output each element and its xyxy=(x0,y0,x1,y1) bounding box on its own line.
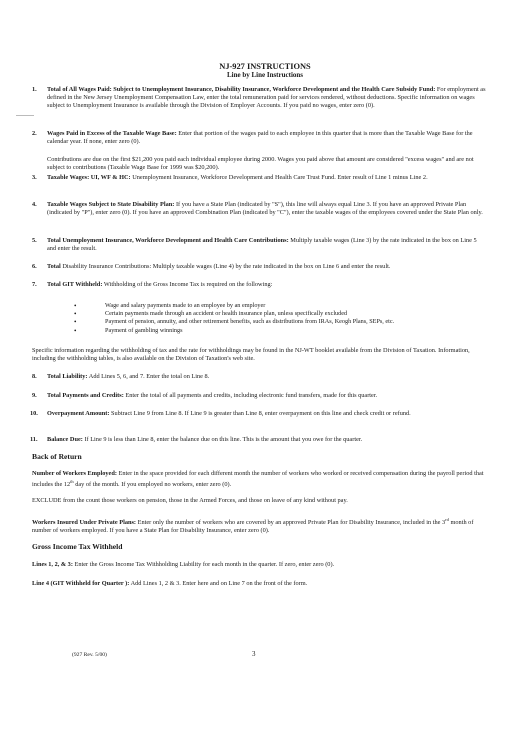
workers-employed-sup: th xyxy=(70,479,74,485)
item-1-text: For employment as defined in the New Jersey Unemployment Compensation Law, enter the total remuneration paid for services rendered, without deductions. Specific information on wages subject to Unemployment Insurance is available through the Division of Employer Accounts. If you paid no wages, enter zero (0). xyxy=(47,86,486,110)
item-5-number: 5. xyxy=(32,237,37,244)
git-bullet-list xyxy=(74,302,494,335)
item-3-number: 3. xyxy=(32,174,37,181)
bullet-item: • Certain payments made through an accident or health insurance plan, unless specifically excluded xyxy=(74,310,494,318)
private-plans-paragraph xyxy=(32,516,492,536)
item-7-text: Withholding of the Gross Income Tax is required on the following: xyxy=(103,281,273,288)
bullet-item: • Payment of pension, annuity, and other retirement benefits, such as distributions from IRAs, Keogh Plans, SEPs, etc. xyxy=(74,318,494,326)
private-plans-text-b: month of number of workers employed. If you have a State Plan for Disability Insurance, enter zero (0). xyxy=(32,519,474,535)
workers-employed-label: Number of Workers Employed: xyxy=(32,470,117,477)
item-1-number: 1. xyxy=(32,86,37,93)
item-5 xyxy=(47,237,487,253)
item-2-number: 2. xyxy=(32,130,37,137)
item-8-number: 8. xyxy=(32,373,37,380)
item-3-label: Taxable Wages: UI, WF & HC: xyxy=(47,174,131,181)
item-5-text: Multiply taxable wages (Line 3) by the rate indicated in the box on Line 5 and enter the result. xyxy=(47,237,477,253)
item-4-label: Taxable Wages Subject to State Disability Plan: xyxy=(47,201,175,208)
item-7-number: 7. xyxy=(32,281,37,288)
item-10 xyxy=(47,410,487,418)
item-3-text: Unemployment Insurance, Workforce Development and Health Care Trust Fund. Enter result of Line 1 minus Line 2. xyxy=(132,174,428,181)
item-8 xyxy=(47,373,487,381)
item-2-note: Contributions are due on the first $21,200 you paid each individual employee during 2000. Wages you paid above that amount are considered "excess wages" and are not subject to contributions (Taxable Wage Base for 1999 was $20,200). xyxy=(47,156,474,172)
scan-artifact xyxy=(16,115,34,116)
private-plans-sup: rd xyxy=(445,517,449,522)
item-2 xyxy=(47,130,487,146)
item-4-text: If you have a State Plan (indicated by "S"), this line will always equal Line 3. If you have an approved Private Plan (indicated by "P"), enter zero (0). If you have an approved Combination Plan (indicated by "C"), enter the taxable wages of the employees covered under the State Plan only. xyxy=(47,201,483,217)
lines-123-paragraph xyxy=(32,561,492,569)
item-8-label: Total Liability: xyxy=(47,373,88,380)
bullet-item: • Payment of gambling winnings xyxy=(74,327,494,335)
page-subtitle: Line by Line Instructions xyxy=(226,71,304,79)
lines-123-label: Lines 1, 2, & 3: xyxy=(32,561,73,568)
item-9 xyxy=(47,392,487,400)
item-8-text: Add Lines 5, 6, and 7. Enter the total on Line 8. xyxy=(88,373,210,380)
item-4 xyxy=(47,201,487,217)
page-title: NJ-927 INSTRUCTIONS xyxy=(219,62,311,71)
item-9-text: Enter the total of all payments and credits, including electronic fund transfers, made for this quarter. xyxy=(125,392,378,399)
lines-123-text: Enter the Gross Income Tax Withholding Liability for each month in the quarter. If zero, enter zero (0). xyxy=(74,561,335,568)
page-number: 3 xyxy=(252,650,256,658)
item-11 xyxy=(47,436,497,444)
item-2-label: Wages Paid in Excess of the Taxable Wage Base: xyxy=(47,130,177,137)
item-1 xyxy=(47,86,487,111)
line-4-paragraph xyxy=(32,580,492,588)
item-6-label: Total xyxy=(47,263,61,270)
item-9-label: Total Payments and Credits: xyxy=(47,392,124,399)
item-4-number: 4. xyxy=(32,201,37,208)
item-6-text: Disability Insurance Contributions: Multiply taxable wages (Line 4) by the rate indicated in the box on Line 6 and enter the result. xyxy=(62,263,391,270)
item-6 xyxy=(47,263,497,271)
form-revision-code: (927 Rev. 5/00) xyxy=(72,652,107,658)
item-1-label: Total of All Wages Paid: Subject to Unemployment Insurance, Disability Insurance, Workforce Development and the Health Care Subsidy Fund: xyxy=(47,86,436,93)
item-7-label: Total GIT Withheld: xyxy=(47,281,103,288)
item-11-label: Balance Due: xyxy=(47,436,83,443)
item-9-number: 9. xyxy=(32,392,37,399)
line-4-label: Line 4 (GIT Withheld for Quarter ): xyxy=(32,580,130,587)
item-6-number: 6. xyxy=(32,263,37,270)
item-10-label: Overpayment Amount: xyxy=(47,410,110,417)
private-plans-text-a: Enter only the number of workers who are covered by an approved Private Plan for Disability Insurance, included in the 3 xyxy=(137,519,446,527)
git-section-heading: Gross Income Tax Withheld xyxy=(32,542,123,551)
back-of-return-heading: Back of Return xyxy=(32,452,82,461)
exclude-paragraph: EXCLUDE from the count those workers on pension, those in the Armed Forces, and those on leave of any kind without pay. xyxy=(32,497,348,504)
bullet-item: • Wage and salary payments made to an employee by an employer xyxy=(74,302,494,310)
item-7 xyxy=(47,281,487,289)
workers-employed-text-b: day of the month. If you employed no workers, enter zero (0). xyxy=(73,481,232,489)
line-4-text: Add Lines 1, 2 & 3. Enter here and on Line 7 on the front of the form. xyxy=(130,580,308,587)
item-10-number: 10. xyxy=(30,410,38,417)
item-5-label: Total Unemployment Insurance, Workforce Development and Health Care Contributions: xyxy=(47,237,289,244)
item-3 xyxy=(47,174,487,182)
workers-employed-paragraph xyxy=(32,470,492,490)
item-10-text: Subtract Line 9 from Line 8. If Line 9 is greater than Line 8, enter overpayment on this line and check credit or refund. xyxy=(111,410,411,417)
workers-employed-text-a: Enter in the space provided for each different month the number of workers who worked or received compensation during the payroll period that includes the 12 xyxy=(32,470,484,489)
item-11-text: If Line 9 is less than Line 8, enter the balance due on this line. This is the amount that you owe for the quarter. xyxy=(84,436,363,443)
item-7-after: Specific information regarding the withholding of tax and the rate for withholdings may be found in the NJ-WT booklet available from the Division of Taxation. Information, including the withholding tables, is also available on the Division of Taxation's web site. xyxy=(32,347,470,363)
item-11-number: 11. xyxy=(30,436,38,443)
item-2-text: Enter that portion of the wages paid to each employee in this quarter that is more than the Taxable Wage Base for the calendar year. If none, enter zero (0). xyxy=(47,130,473,146)
private-plans-label: Workers Insured Under Private Plans: xyxy=(32,519,137,527)
